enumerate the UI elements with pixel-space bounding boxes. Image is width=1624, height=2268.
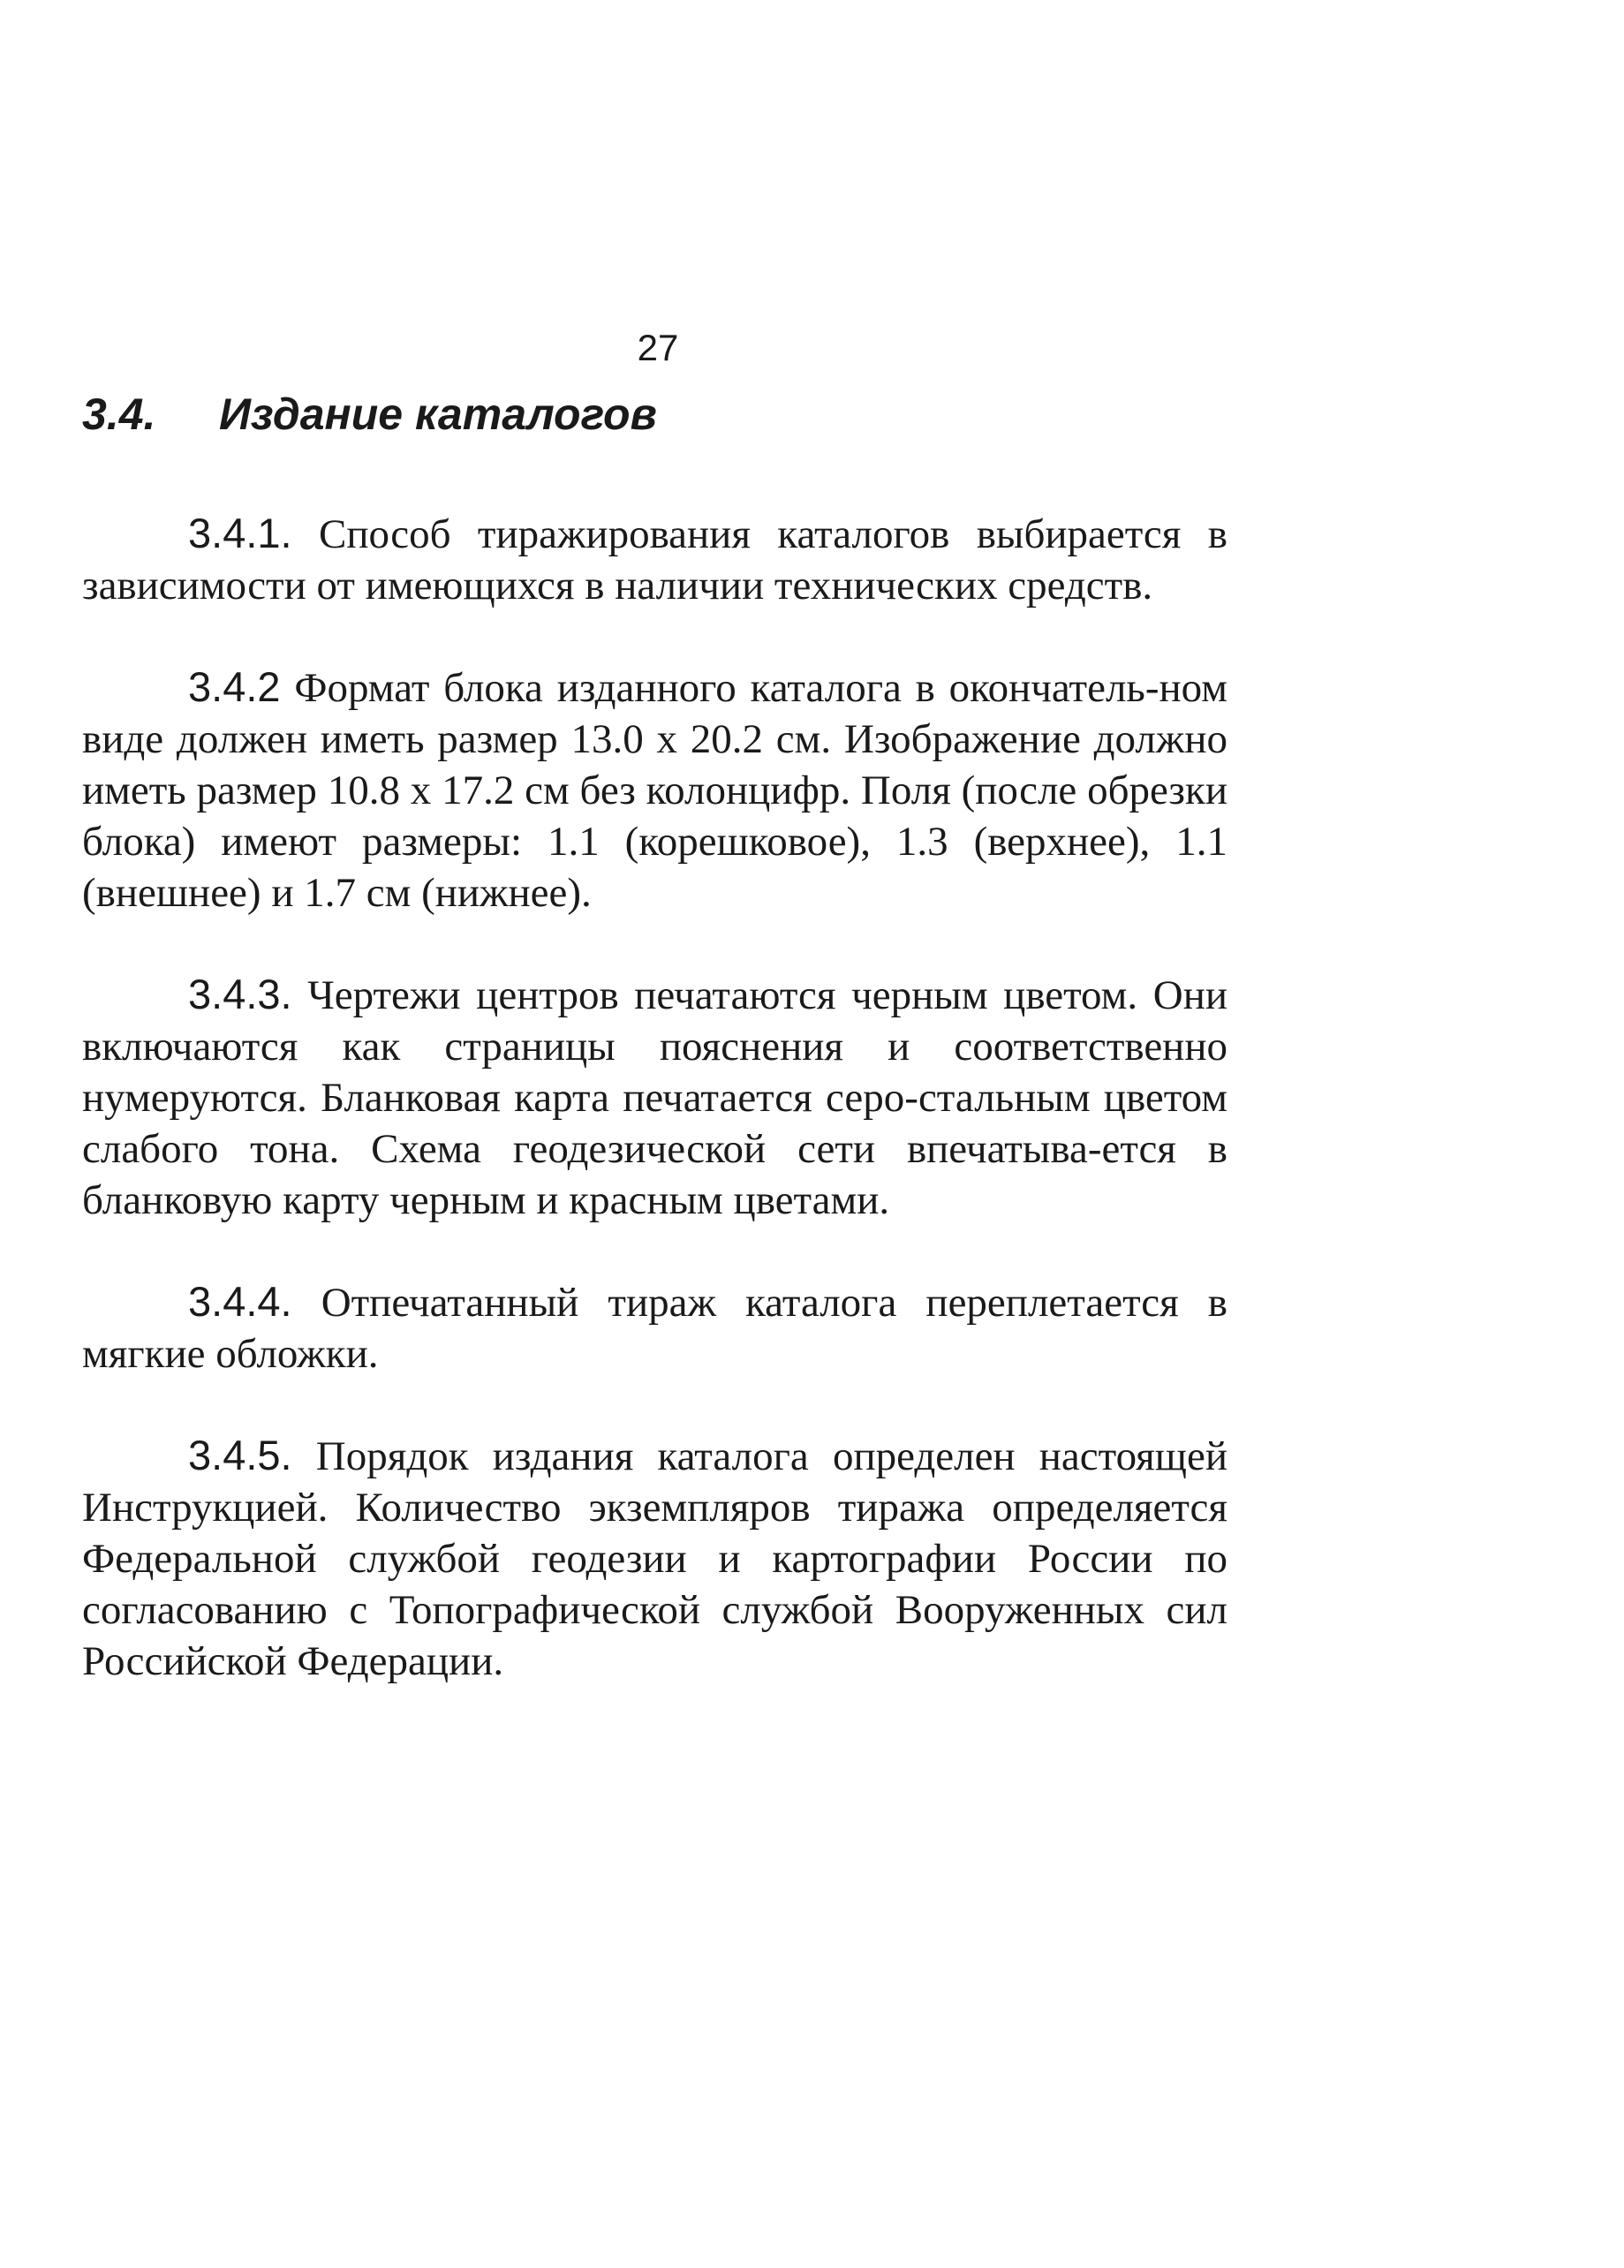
paragraph-number: 3.4.3. (188, 971, 292, 1017)
paragraph-3-4-3 (82, 969, 1227, 1226)
paragraph-3-4-5 (82, 1430, 1227, 1687)
paragraph-text: Способ тиражирования каталогов выбирается в зависимости от имеющихся в наличии технических средств. (82, 511, 1227, 609)
paragraph-number: 3.4.2 (188, 663, 281, 710)
paragraph-number: 3.4.4. (188, 1278, 292, 1325)
section-title: Издание каталогов (219, 389, 657, 439)
paragraph-number: 3.4.1. (188, 510, 292, 556)
paragraph-text: Чертежи центров печатаются черным цветом. Они включаются как страницы пояснения и соответственно нумеруются. Бланковая карта печатается серо-стальным цветом слабого тона. Схема геодезической сети впечатыва-ется в бланковую карту черным и красным цветами. (82, 972, 1228, 1223)
section-heading (82, 389, 657, 440)
page-number: 27 (637, 327, 679, 368)
paragraph-3-4-4 (82, 1276, 1227, 1380)
paragraph-text: Отпечатанный тираж каталога переплетается в мягкие обложки. (82, 1280, 1227, 1377)
paragraph-3-4-1 (82, 508, 1227, 611)
paragraph-3-4-2 (82, 662, 1227, 919)
section-number: 3.4. (82, 389, 156, 439)
document-body (82, 508, 1227, 1737)
paragraph-text: Формат блока изданного каталога в окончатель-ном виде должен иметь размер 13.0 х 20.2 см. Изображение должно иметь размер 10.8 х 17.2 см без колонцифр. Поля (после обрезки блока) имеют размеры: 1.1 (корешковое), 1.3 (верхнее), 1.1 (внешнее) и 1.7 см (нижнее). (82, 665, 1227, 916)
paragraph-text: Порядок издания каталога определен настоящей Инструкцией. Количество экземпляров тиража определяется Федеральной службой геодезии и картографии России по согласованию с Топографической службой Вооруженных сил Российской Федерации. (82, 1433, 1227, 1684)
paragraph-number: 3.4.5. (188, 1432, 292, 1478)
